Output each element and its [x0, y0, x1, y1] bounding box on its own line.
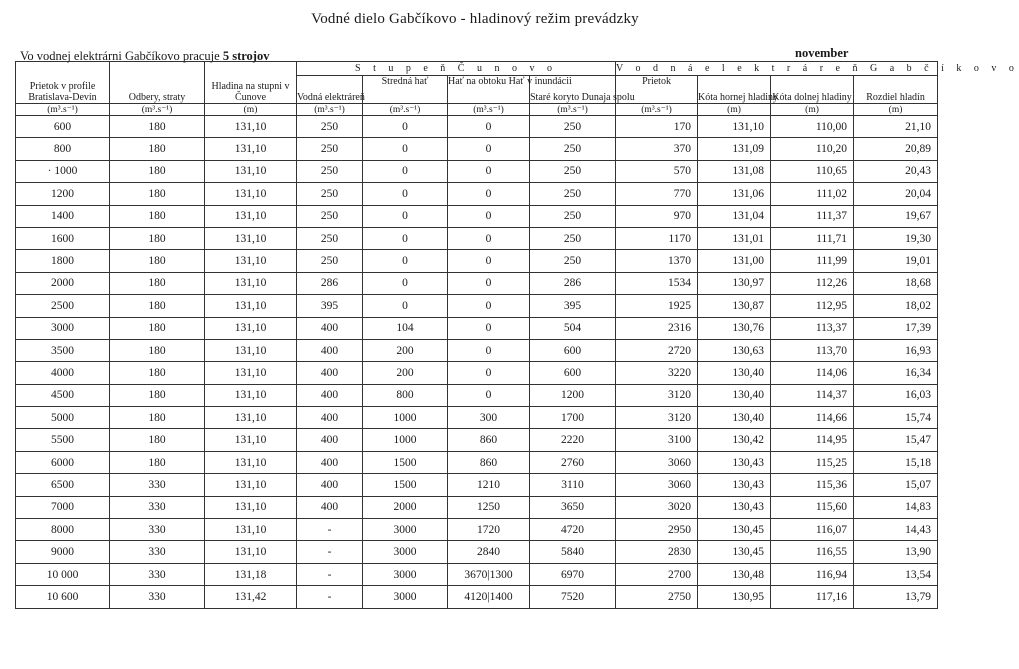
col-header: Kóta hornej hladiny: [698, 76, 771, 104]
table-cell: 180: [110, 384, 205, 406]
table-cell: 110,20: [771, 138, 854, 160]
table-cell: 4720: [530, 519, 616, 541]
table-cell: 180: [110, 272, 205, 294]
table-cell: 250: [297, 138, 363, 160]
table-cell: 117,16: [771, 586, 854, 608]
table-cell: 115,25: [771, 451, 854, 473]
table-cell: 131,10: [205, 541, 297, 563]
table-cell: 131,10: [205, 295, 297, 317]
table-cell: 2000: [16, 272, 110, 294]
table-cell: 131,10: [205, 205, 297, 227]
table-cell: 1200: [16, 183, 110, 205]
table-cell: 131,10: [205, 407, 297, 429]
table-cell: 0: [363, 183, 448, 205]
table-row: [16, 451, 938, 473]
table-cell: 1500: [363, 474, 448, 496]
unit-cell: (m³.s⁻¹): [363, 104, 448, 116]
table-cell: 131,10: [205, 384, 297, 406]
table-cell: 14,83: [854, 496, 938, 518]
table-cell: 0: [363, 227, 448, 249]
table-cell: 0: [448, 362, 530, 384]
table-cell: 330: [110, 474, 205, 496]
table-cell: 3000: [363, 519, 448, 541]
table-row: [16, 362, 938, 384]
table-cell: 130,87: [698, 295, 771, 317]
table-cell: 130,42: [698, 429, 771, 451]
unit-cell: (m): [771, 104, 854, 116]
table-cell: 7520: [530, 586, 616, 608]
table-cell: 131,10: [205, 519, 297, 541]
table-cell: 170: [616, 116, 698, 138]
table-cell: 330: [110, 563, 205, 585]
table-cell: -: [297, 519, 363, 541]
table-cell: 800: [16, 138, 110, 160]
table-cell: 400: [297, 407, 363, 429]
table-cell: 1200: [530, 384, 616, 406]
table-cell: 131,10: [205, 362, 297, 384]
table-cell: 14,43: [854, 519, 938, 541]
table-row: [16, 205, 938, 227]
table-cell: 0: [448, 272, 530, 294]
table-cell: 130,76: [698, 317, 771, 339]
table-cell: 130,63: [698, 339, 771, 361]
table-cell: 180: [110, 429, 205, 451]
table-row: [16, 519, 938, 541]
table-cell: 250: [297, 250, 363, 272]
table-cell: 180: [110, 160, 205, 182]
table-cell: 3500: [16, 339, 110, 361]
month-label: november: [795, 46, 849, 60]
table-cell: 250: [297, 183, 363, 205]
table-cell: 250: [530, 227, 616, 249]
table-cell: 400: [297, 339, 363, 361]
col-header: Hať na obtoku Hať v inundácii: [448, 76, 530, 104]
table-cell: 2000: [363, 496, 448, 518]
table-cell: 131,10: [205, 138, 297, 160]
table-cell: 10 600: [16, 586, 110, 608]
table-cell: 2950: [616, 519, 698, 541]
table-cell: 130,97: [698, 272, 771, 294]
table-row: [16, 384, 938, 406]
group-header-gabcikovo: V o d n á e l e k t r á r e ň G a b č í k o v o: [616, 63, 1019, 74]
table-cell: 16,03: [854, 384, 938, 406]
table-cell: -: [297, 563, 363, 585]
table-cell: 115,60: [771, 496, 854, 518]
table-cell: 4120|1400: [448, 586, 530, 608]
table-cell: 3000: [363, 586, 448, 608]
table-cell: 131,04: [698, 205, 771, 227]
table-row: [16, 138, 938, 160]
table-row: [16, 183, 938, 205]
table-cell: 180: [110, 317, 205, 339]
table-cell: 130,48: [698, 563, 771, 585]
table-cell: 1400: [16, 205, 110, 227]
table-cell: 300: [448, 407, 530, 429]
table-cell: 112,95: [771, 295, 854, 317]
table-cell: 130,43: [698, 451, 771, 473]
table-row: [16, 227, 938, 249]
table-cell: 7000: [16, 496, 110, 518]
table-cell: 10 000: [16, 563, 110, 585]
table-cell: 1210: [448, 474, 530, 496]
table-cell: 4000: [16, 362, 110, 384]
table-cell: 2750: [616, 586, 698, 608]
col-header: Stredná hať: [363, 76, 448, 104]
table-cell: 0: [363, 295, 448, 317]
table-cell: 400: [297, 384, 363, 406]
table-cell: 131,10: [205, 272, 297, 294]
operating-units-count: 5 strojov: [222, 49, 270, 63]
table-cell: 1500: [363, 451, 448, 473]
table-cell: 3000: [363, 541, 448, 563]
group-header-cunovo: S t u p e ň Č u n o v o: [297, 62, 616, 76]
table-cell: 2500: [16, 295, 110, 317]
table-cell: 770: [616, 183, 698, 205]
table-cell: 1600: [16, 227, 110, 249]
table-cell: 3120: [616, 407, 698, 429]
table-cell: 860: [448, 429, 530, 451]
table-cell: 400: [297, 451, 363, 473]
table-cell: 3060: [616, 474, 698, 496]
table-cell: 20,43: [854, 160, 938, 182]
table-cell: 0: [363, 250, 448, 272]
table-cell: 286: [530, 272, 616, 294]
table-cell: 111,71: [771, 227, 854, 249]
table-cell: 20,04: [854, 183, 938, 205]
table-body: [16, 116, 938, 609]
table-row: [16, 429, 938, 451]
col-header: Staré koryto Dunaja spolu: [530, 76, 616, 104]
table-row: [16, 541, 938, 563]
table-cell: 113,70: [771, 339, 854, 361]
table-cell: 1000: [363, 407, 448, 429]
unit-cell: (m³.s⁻¹): [616, 104, 698, 116]
table-cell: 2720: [616, 339, 698, 361]
table-cell: 15,74: [854, 407, 938, 429]
table-cell: 180: [110, 295, 205, 317]
col-header: Prietok: [616, 76, 698, 104]
table-cell: 250: [530, 183, 616, 205]
table-cell: 131,10: [205, 183, 297, 205]
table-cell: 180: [110, 205, 205, 227]
table-cell: 113,37: [771, 317, 854, 339]
table-cell: 600: [530, 339, 616, 361]
table-cell: 400: [297, 429, 363, 451]
unit-cell: (m): [854, 104, 938, 116]
table-cell: 114,66: [771, 407, 854, 429]
table-cell: · 1000: [16, 160, 110, 182]
unit-cell: (m³.s⁻¹): [297, 104, 363, 116]
table-cell: 3000: [363, 563, 448, 585]
table-cell: 0: [448, 138, 530, 160]
table-cell: 131,10: [205, 451, 297, 473]
table-cell: 180: [110, 451, 205, 473]
table-cell: 860: [448, 451, 530, 473]
col-header: Prietok v profile Bratislava-Devín: [16, 62, 110, 104]
table-cell: 400: [297, 474, 363, 496]
table-cell: 3100: [616, 429, 698, 451]
table-cell: 504: [530, 317, 616, 339]
table-cell: 395: [530, 295, 616, 317]
table-cell: 111,37: [771, 205, 854, 227]
table-cell: 0: [363, 272, 448, 294]
table-cell: 15,18: [854, 451, 938, 473]
table-cell: 0: [363, 160, 448, 182]
table-cell: -: [297, 586, 363, 608]
table-cell: 1534: [616, 272, 698, 294]
table-cell: 1720: [448, 519, 530, 541]
table-cell: 180: [110, 339, 205, 361]
table-cell: 3120: [616, 384, 698, 406]
table-cell: 600: [530, 362, 616, 384]
table-row: [16, 250, 938, 272]
table-cell: 114,95: [771, 429, 854, 451]
table-cell: 200: [363, 339, 448, 361]
table-cell: 1370: [616, 250, 698, 272]
table-cell: 2316: [616, 317, 698, 339]
table-cell: 131,10: [205, 250, 297, 272]
table-row: [16, 563, 938, 585]
table-cell: 0: [448, 339, 530, 361]
table-cell: 5000: [16, 407, 110, 429]
table-cell: 131,10: [205, 116, 297, 138]
col-header: Hladina na stupni v Čunove: [205, 62, 297, 104]
table-cell: 286: [297, 272, 363, 294]
table-cell: 130,43: [698, 496, 771, 518]
table-cell: 19,01: [854, 250, 938, 272]
table-cell: 570: [616, 160, 698, 182]
table-cell: 131,10: [205, 227, 297, 249]
table-row: [16, 496, 938, 518]
table-cell: 250: [530, 138, 616, 160]
table-cell: 0: [448, 160, 530, 182]
table-cell: 970: [616, 205, 698, 227]
table-cell: 131,10: [205, 339, 297, 361]
table-cell: 131,10: [205, 160, 297, 182]
table-cell: 0: [448, 295, 530, 317]
table-cell: 111,02: [771, 183, 854, 205]
table-cell: 3670|1300: [448, 563, 530, 585]
table-cell: 110,65: [771, 160, 854, 182]
table-cell: 250: [297, 160, 363, 182]
table-cell: 17,39: [854, 317, 938, 339]
col-header: Kóta dolnej hladiny: [771, 76, 854, 104]
table-cell: 130,40: [698, 384, 771, 406]
unit-cell: (m³.s⁻¹): [448, 104, 530, 116]
table-cell: 330: [110, 519, 205, 541]
table-cell: 180: [110, 250, 205, 272]
table-cell: 131,10: [205, 429, 297, 451]
table-cell: 1700: [530, 407, 616, 429]
table-cell: 115,36: [771, 474, 854, 496]
table-cell: 800: [363, 384, 448, 406]
table-cell: 130,95: [698, 586, 771, 608]
table-cell: 250: [530, 160, 616, 182]
table-cell: 395: [297, 295, 363, 317]
table-cell: 0: [448, 317, 530, 339]
units-row: [16, 104, 938, 116]
table-cell: 116,55: [771, 541, 854, 563]
unit-cell: (m³.s⁻¹): [16, 104, 110, 116]
table-cell: 131,10: [205, 474, 297, 496]
table-cell: 2760: [530, 451, 616, 473]
table-cell: 3020: [616, 496, 698, 518]
table-cell: 180: [110, 407, 205, 429]
table-cell: 330: [110, 496, 205, 518]
table-cell: 2700: [616, 563, 698, 585]
table-cell: 180: [110, 138, 205, 160]
table-row: [16, 407, 938, 429]
table-cell: 13,54: [854, 563, 938, 585]
table-cell: 131,42: [205, 586, 297, 608]
table-cell: 15,47: [854, 429, 938, 451]
table-cell: 131,10: [698, 116, 771, 138]
unit-cell: (m³.s⁻¹): [530, 104, 616, 116]
table-cell: 116,94: [771, 563, 854, 585]
col-header: Rozdiel hladín: [854, 76, 938, 104]
table-cell: 6500: [16, 474, 110, 496]
table-row: [16, 474, 938, 496]
table-cell: 19,67: [854, 205, 938, 227]
table-cell: 180: [110, 183, 205, 205]
table-cell: 6000: [16, 451, 110, 473]
table-cell: 200: [363, 362, 448, 384]
table-cell: 330: [110, 586, 205, 608]
regime-table: [15, 61, 1019, 609]
table-cell: 3220: [616, 362, 698, 384]
table-cell: 0: [363, 116, 448, 138]
table-cell: 6970: [530, 563, 616, 585]
table-row: [16, 160, 938, 182]
table-cell: 0: [448, 183, 530, 205]
table-cell: 5840: [530, 541, 616, 563]
table-cell: 5500: [16, 429, 110, 451]
table-cell: 250: [297, 227, 363, 249]
table-cell: 250: [530, 116, 616, 138]
table-row: [16, 339, 938, 361]
table-row: [16, 317, 938, 339]
table-cell: 110,00: [771, 116, 854, 138]
table-cell: 131,10: [205, 317, 297, 339]
table-cell: 18,68: [854, 272, 938, 294]
table-cell: 130,45: [698, 541, 771, 563]
table-cell: 131,06: [698, 183, 771, 205]
table-cell: 3110: [530, 474, 616, 496]
table-cell: 16,93: [854, 339, 938, 361]
table-cell: 180: [110, 362, 205, 384]
table-cell: 13,90: [854, 541, 938, 563]
table-cell: 131,18: [205, 563, 297, 585]
table-cell: 9000: [16, 541, 110, 563]
table-cell: -: [297, 541, 363, 563]
table-cell: 0: [448, 205, 530, 227]
table-row: [16, 116, 938, 138]
table-cell: 19,30: [854, 227, 938, 249]
table-cell: 130,40: [698, 407, 771, 429]
operating-units-text: Vo vodnej elektrárni Gabčíkovo pracuje: [20, 49, 220, 63]
table-cell: 0: [363, 205, 448, 227]
unit-cell: (m): [698, 104, 771, 116]
table-cell: 18,02: [854, 295, 938, 317]
table-cell: 4500: [16, 384, 110, 406]
table-cell: 131,00: [698, 250, 771, 272]
table-cell: 0: [363, 138, 448, 160]
table-cell: 250: [297, 205, 363, 227]
table-cell: 180: [110, 227, 205, 249]
table-cell: 0: [448, 116, 530, 138]
table-cell: 131,01: [698, 227, 771, 249]
table-cell: 0: [448, 250, 530, 272]
table-cell: 400: [297, 317, 363, 339]
table-cell: 114,37: [771, 384, 854, 406]
table-cell: 131,10: [205, 496, 297, 518]
table-cell: 250: [297, 116, 363, 138]
table-cell: 3060: [616, 451, 698, 473]
table-cell: 370: [616, 138, 698, 160]
table-cell: 130,43: [698, 474, 771, 496]
table-cell: 1800: [16, 250, 110, 272]
table-cell: 15,07: [854, 474, 938, 496]
table-cell: 131,08: [698, 160, 771, 182]
table-cell: 250: [530, 205, 616, 227]
table-cell: 111,99: [771, 250, 854, 272]
table-cell: 130,45: [698, 519, 771, 541]
table-cell: 400: [297, 496, 363, 518]
table-cell: 131,09: [698, 138, 771, 160]
unit-cell: (m³.s⁻¹): [110, 104, 205, 116]
table-cell: 180: [110, 116, 205, 138]
table-cell: 600: [16, 116, 110, 138]
table-cell: 20,89: [854, 138, 938, 160]
document-title: Vodné dielo Gabčíkovo - hladinový režim prevádzky: [311, 11, 639, 27]
table-cell: 1925: [616, 295, 698, 317]
table-cell: 8000: [16, 519, 110, 541]
table-cell: 112,26: [771, 272, 854, 294]
table-row: [16, 272, 938, 294]
table-row: [16, 586, 938, 608]
table-cell: 21,10: [854, 116, 938, 138]
table-cell: 250: [530, 250, 616, 272]
table-cell: 2220: [530, 429, 616, 451]
table-cell: 114,06: [771, 362, 854, 384]
col-header: Odbery, straty: [110, 62, 205, 104]
table-cell: 1170: [616, 227, 698, 249]
table-cell: 0: [448, 227, 530, 249]
table-cell: 16,34: [854, 362, 938, 384]
table-cell: 1250: [448, 496, 530, 518]
table-cell: 116,07: [771, 519, 854, 541]
table-cell: 104: [363, 317, 448, 339]
table-cell: 2830: [616, 541, 698, 563]
table-cell: 13,79: [854, 586, 938, 608]
table-cell: 130,40: [698, 362, 771, 384]
table-row: [16, 295, 938, 317]
table-cell: 1000: [363, 429, 448, 451]
table-cell: 0: [448, 384, 530, 406]
table-cell: 3650: [530, 496, 616, 518]
table-cell: 2840: [448, 541, 530, 563]
table-cell: 400: [297, 362, 363, 384]
table-cell: 3000: [16, 317, 110, 339]
col-header: Vodná elektráreň: [297, 76, 363, 104]
table-cell: 330: [110, 541, 205, 563]
group-header-row: [16, 62, 938, 76]
unit-cell: (m): [205, 104, 297, 116]
